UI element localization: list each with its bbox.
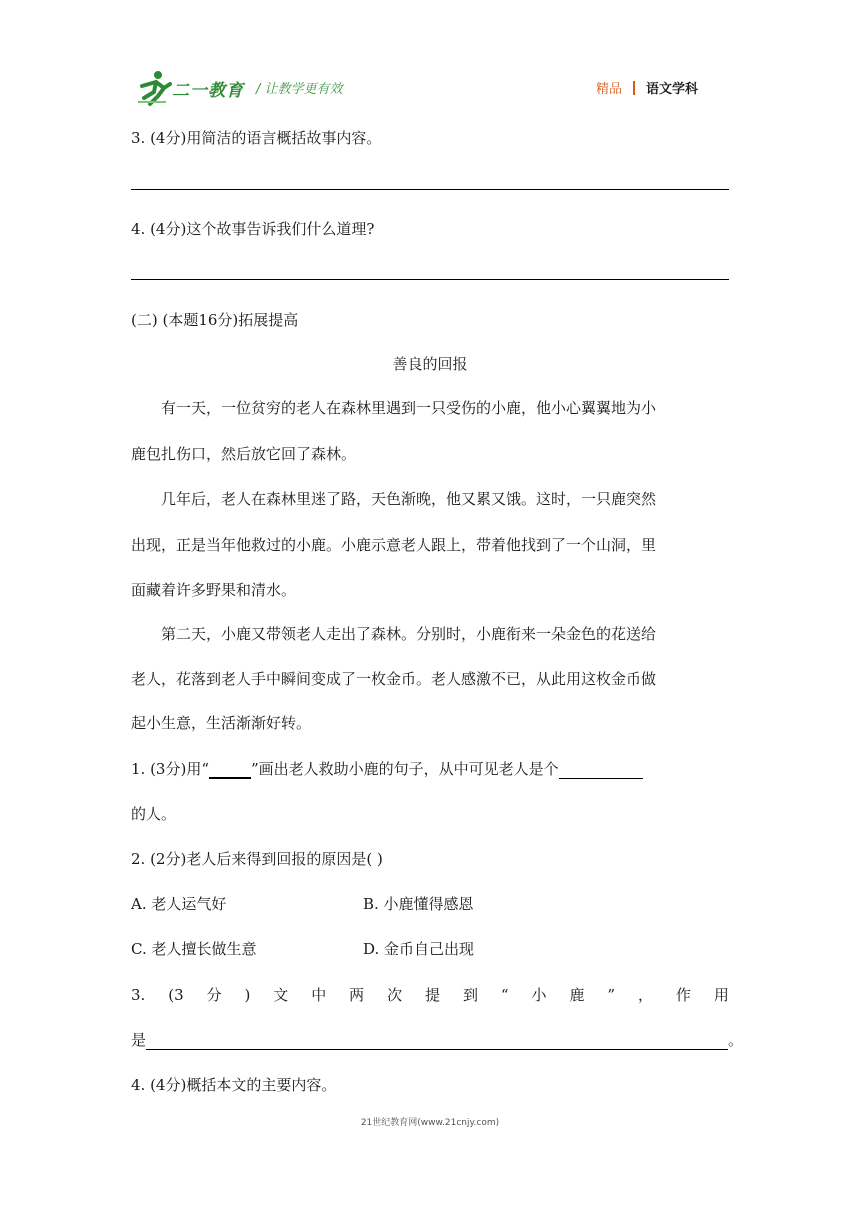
answer-blank[interactable]: [146, 1049, 728, 1050]
passage-line: 出现，正是当年他救过的小鹿。小鹿示意老人跟上，带着他找到了一个山洞，里: [131, 536, 657, 554]
passage-line: 面藏着许多野果和清水。: [131, 581, 297, 599]
question-3-answer-row: [131, 1030, 743, 1050]
passage-line: 起小生意，生活渐渐好转。: [131, 714, 312, 732]
question-3-part-b: 是: [131, 1031, 147, 1049]
question-3-end: 。: [728, 1031, 744, 1049]
part1-question-4: 4. (4分)这个故事告诉我们什么道理?: [131, 220, 375, 238]
passage-line: 第二天，小鹿又带领老人走出了森林。分别时，小鹿衔来一朵金色的花送给: [161, 625, 657, 643]
question-1-end: 的人。: [131, 805, 177, 823]
q3-char: 到: [462, 986, 478, 1004]
answer-line[interactable]: [131, 189, 729, 190]
option-b[interactable]: B. 小鹿懂得感恩: [363, 895, 474, 913]
question-2: 2. (2分)老人后来得到回报的原因是( ): [131, 850, 383, 868]
page-footer: 21世纪教育网(www.21cnjy.com): [360, 1118, 500, 1128]
option-a[interactable]: A. 老人运气好: [131, 895, 227, 913]
mark-symbol: [209, 777, 251, 779]
tag-subject: 语文学科: [646, 82, 699, 97]
passage-title: 善良的回报: [392, 355, 468, 373]
question-1-part-a: 1. (3分)用“: [131, 760, 209, 778]
q3-char: ”: [607, 986, 616, 1004]
passage-line: 老人，花落到老人手中瞬间变成了一枚金币。老人感激不已，从此用这枚金币做: [131, 670, 657, 688]
passage-line: 几年后，老人在森林里迷了路，天色渐晚，他又累又饿。这时，一只鹿突然: [161, 490, 657, 508]
q3-char: 小: [531, 986, 547, 1004]
part1-question-3: 3. (4分)用简洁的语言概括故事内容。: [131, 129, 382, 147]
passage-line: 有一天，一位贫穷的老人在森林里遇到一只受伤的小鹿，他小心翼翼地为小: [161, 399, 657, 417]
section-heading: (二) (本题16分)拓展提高: [131, 311, 299, 329]
question-1-part-b: ”画出老人救助小鹿的句子，从中可见老人是个: [251, 760, 559, 778]
q3-char: 鹿: [569, 986, 585, 1004]
q3-char: 3.: [131, 986, 146, 1004]
question-4: 4. (4分)概括本文的主要内容。: [131, 1076, 337, 1094]
question-1: [131, 759, 643, 779]
question-3: [131, 985, 729, 1005]
q3-char: 两: [349, 986, 365, 1004]
q3-char: 中: [311, 986, 327, 1004]
option-c[interactable]: C. 老人擅长做生意: [131, 940, 257, 958]
slogan: / 让教学更有效: [256, 82, 343, 97]
tag-quality: 精品: [596, 82, 623, 97]
q3-char: ): [244, 986, 251, 1004]
passage-line: 鹿包扎伤口，然后放它回了森林。: [131, 445, 357, 463]
answer-line[interactable]: [131, 279, 729, 280]
q3-char: 次: [387, 986, 403, 1004]
subject-tag: [596, 78, 698, 97]
q3-char: 提: [425, 986, 441, 1004]
q3-char: ，: [637, 986, 653, 1004]
logo-text: 二一教育: [172, 81, 244, 101]
q3-char: 用: [713, 986, 729, 1004]
q3-char: 分: [206, 986, 222, 1004]
q3-char: (3: [168, 986, 184, 1004]
q3-char: 作: [675, 986, 691, 1004]
q3-char: 文: [273, 986, 289, 1004]
tag-separator: [633, 81, 635, 95]
q3-char: “: [500, 986, 509, 1004]
answer-blank[interactable]: [559, 778, 643, 779]
page-header: [0, 0, 860, 110]
option-d[interactable]: D. 金币自己出现: [363, 940, 475, 958]
